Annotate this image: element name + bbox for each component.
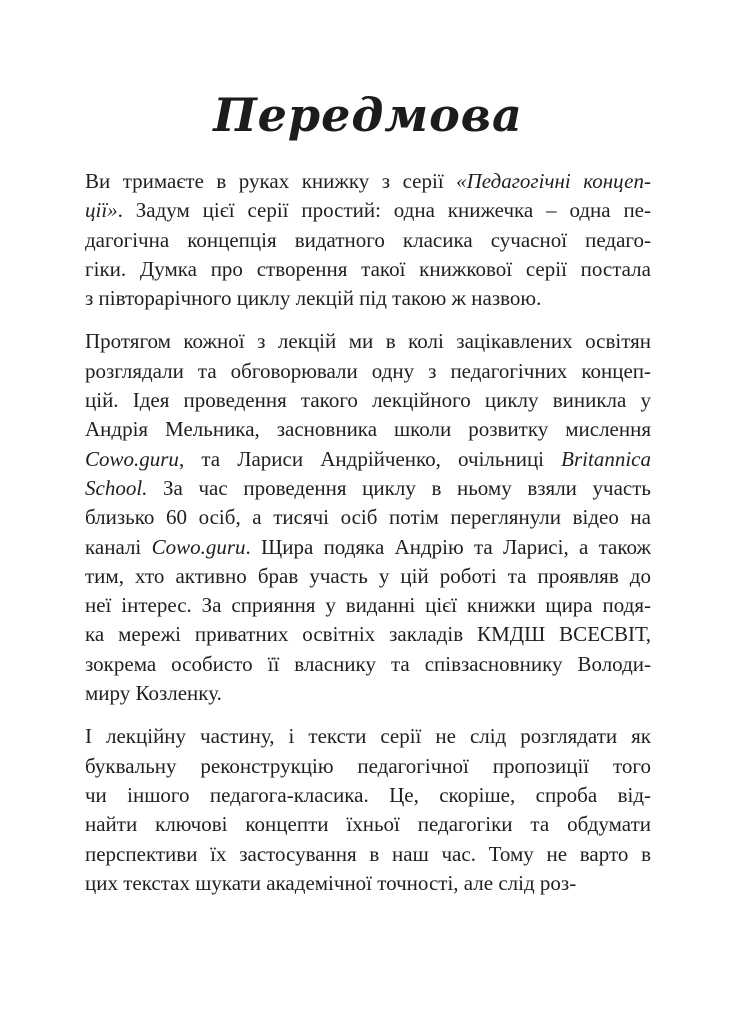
text-line: [85, 840, 651, 869]
text-line: [85, 650, 651, 679]
text-line: [85, 752, 651, 781]
text-segment: цій. Ідея проведення такого лекційного циклу виникла у: [85, 388, 651, 413]
text-line: [85, 386, 651, 415]
text-line: [85, 196, 651, 225]
text-line: [85, 722, 651, 751]
text-segment: Протягом кожної з лекцій ми в колі зацікавлених освітян: [85, 329, 651, 354]
text-line: [85, 679, 651, 708]
text-segment: . Задум цієї серії простий: одна книжечка – одна пе-: [117, 198, 651, 223]
text-line: [85, 503, 651, 532]
text-line: [85, 781, 651, 810]
page-title: Передмова: [213, 88, 523, 142]
text-segment: чи іншого педагога-класика. Це, скоріше, спроба від-: [85, 782, 651, 807]
italic-text-segment: Cowo.guru: [85, 446, 179, 471]
text-segment: За час проведення циклу в ньому взяли участь: [147, 475, 651, 500]
page-content: [85, 167, 651, 912]
text-line: [85, 591, 651, 620]
text-segment: гіки. Думка про створення такої книжкової серії постала: [85, 256, 651, 281]
text-line: [85, 620, 651, 649]
text-line: [85, 226, 651, 255]
text-segment: цих текстах шукати академічної точності, але слід роз-: [85, 870, 577, 895]
text-segment: І лекційну частину, і тексти серії не слід розглядати як: [85, 724, 651, 749]
paragraph: [85, 327, 651, 708]
text-line: [85, 445, 651, 474]
text-line: [85, 167, 651, 196]
paragraph: [85, 167, 651, 313]
text-segment: каналі: [85, 534, 152, 559]
text-segment: зокрема особисто її власнику та співзасновнику Володи-: [85, 651, 651, 676]
text-segment: дагогічна концепція видатного класика сучасної педаго-: [85, 227, 651, 252]
text-line: [85, 533, 651, 562]
text-line: [85, 284, 651, 313]
text-line: [85, 327, 651, 356]
text-segment: Ви тримаєте в руках книжку з серії: [85, 169, 457, 193]
text-line: [85, 474, 651, 503]
text-segment: близько 60 осіб, а тисячі осіб потім переглянули відео на: [85, 505, 651, 530]
text-segment: буквальну реконструкцію педагогічної пропозиції того: [85, 753, 651, 778]
text-segment: Андрія Мельника, засновника школи розвитку мислення: [85, 417, 651, 442]
text-segment: неї інтерес. За сприяння у виданні цієї книжки щира подя-: [85, 593, 651, 618]
text-line: [85, 869, 651, 898]
italic-text-segment: School.: [85, 475, 148, 500]
text-segment: , та Лариси Андрійченко, очільниці: [178, 446, 562, 471]
italic-text-segment: «Педагогічні концеп-: [456, 169, 651, 193]
text-segment: . Щира подяка Андрію та Ларисі, а також: [245, 534, 651, 559]
text-line: [85, 357, 651, 386]
text-line: [85, 255, 651, 284]
paragraph: [85, 722, 651, 898]
text-line: [85, 810, 651, 839]
italic-text-segment: Cowo.guru: [151, 534, 246, 559]
text-line: [85, 415, 651, 444]
text-segment: тим, хто активно брав участь у цій роботі та проявляв до: [85, 563, 651, 588]
text-segment: перспективи їх застосування в наш час. Тому не варто в: [85, 841, 651, 866]
italic-text-segment: ції»: [85, 198, 118, 223]
text-segment: ка мережі приватних освітніх закладів КМДШ ВСЕСВІТ,: [85, 622, 651, 647]
text-segment: розглядали та обговорювали одну з педагогічних концеп-: [85, 358, 651, 383]
text-segment: з півторарічного циклу лекцій під такою ж назвою.: [85, 286, 542, 311]
text-segment: найти ключові концепти їхньої педагогіки та обдумати: [85, 812, 651, 837]
italic-text-segment: Britannica: [561, 446, 651, 471]
text-segment: миру Козленку.: [85, 681, 222, 706]
text-line: [85, 562, 651, 591]
